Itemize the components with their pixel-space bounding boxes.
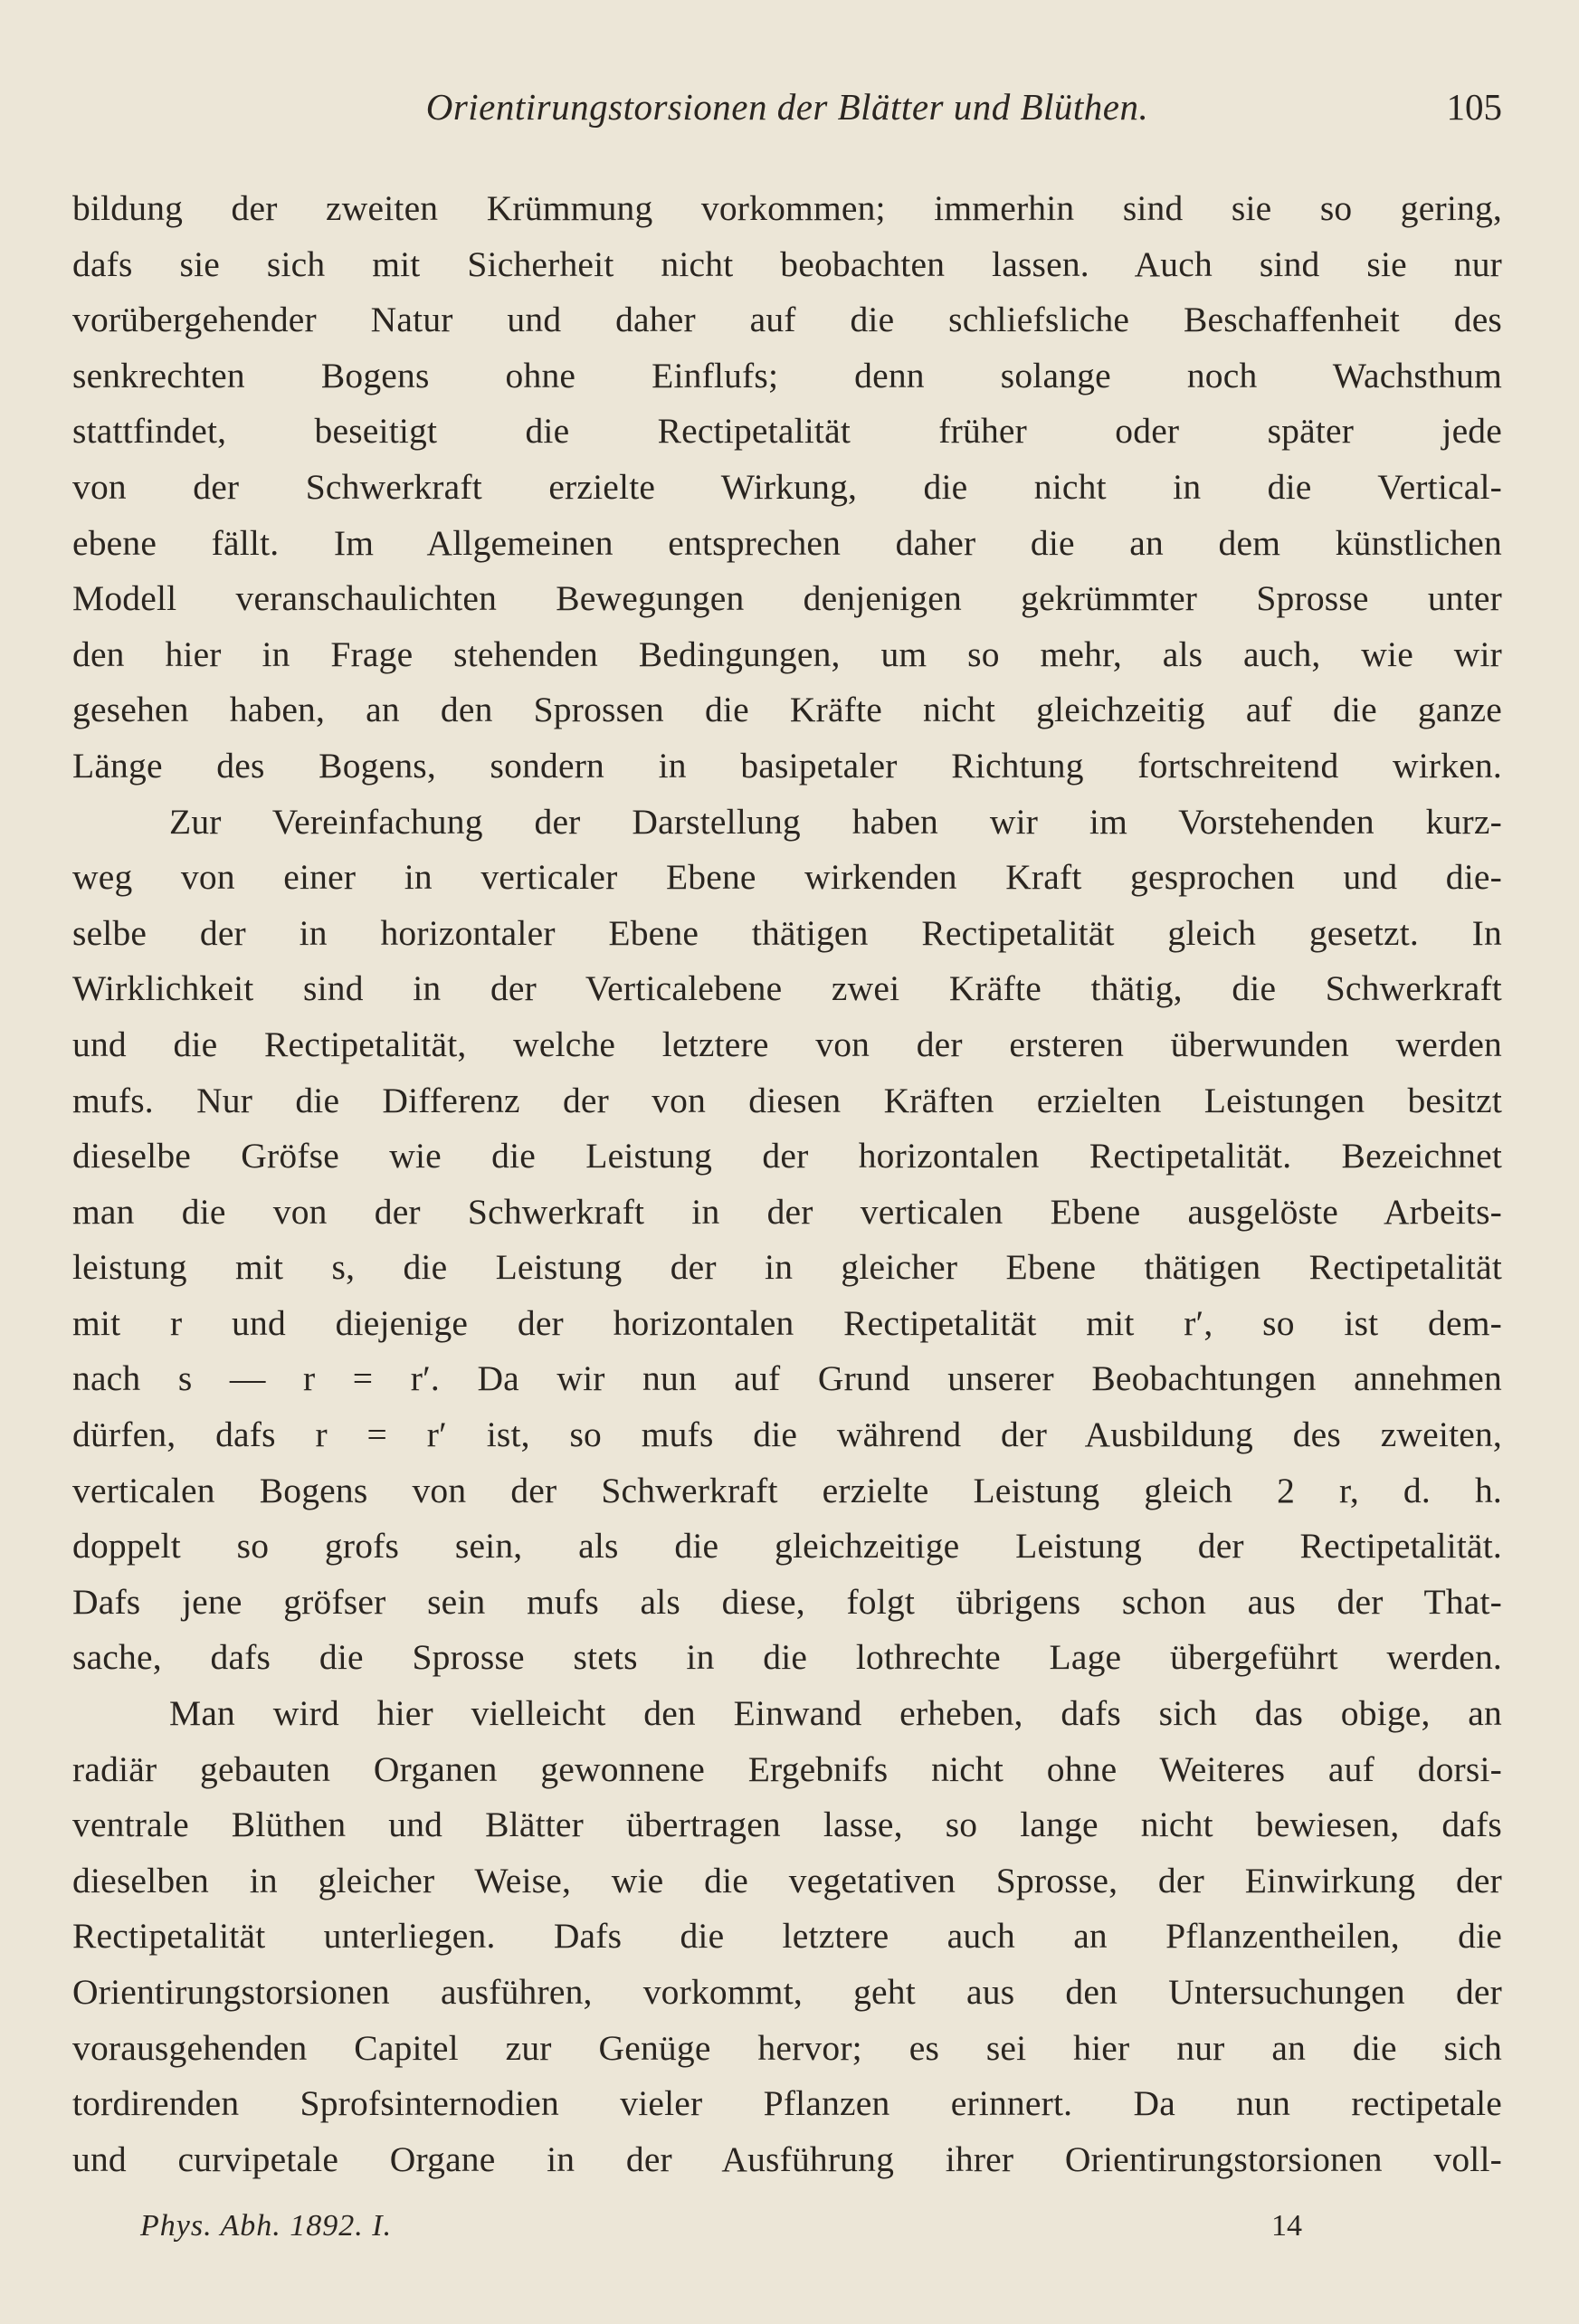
text-line: Man wird hier vielleicht den Einwand erheben, dafs sich das obige, an (169, 1693, 1502, 1734)
text-line: mufs. Nur die Differenz der von diesen Kräften erzielten Leistungen besitzt (72, 1080, 1502, 1120)
text-line: Dafs jene gröfser sein mufs als diese, folgt übrigens schon aus der That- (72, 1581, 1502, 1622)
text-line: bildung der zweiten Krümmung vorkommen; immerhin sind sie so gering, (72, 188, 1502, 228)
text-line: Wirklichkeit sind in der Verticalebene zwei Kräfte thätig, die Schwerkraft (72, 968, 1502, 1009)
text-line: und curvipetale Organe in der Ausführung ihrer Orientirungstorsionen voll- (72, 2138, 1502, 2179)
text-line: Orientirungstorsionen ausführen, vorkommt, geht aus den Untersuchungen der (72, 1972, 1502, 2012)
text-line: den hier in Frage stehenden Bedingungen, um so mehr, als auch, wie wir (72, 633, 1502, 674)
page-number: 105 (1446, 86, 1502, 128)
text-line: ebene fällt. Im Allgemeinen entsprechen daher die an dem künstlichen (72, 522, 1502, 563)
printer-signature: 14 (1271, 2209, 1302, 2243)
text-line: sache, dafs die Sprosse stets in die lothrechte Lage übergeführt werden. (72, 1637, 1502, 1678)
text-line: Modell veranschaulichten Bewegungen denjenigen gekrümmter Sprosse unter (72, 578, 1502, 619)
text-line: dieselbe Gröfse wie die Leistung der horizontalen Rectipetalität. Bezeichnet (72, 1136, 1502, 1176)
text-line: leistung mit s, die Leistung der in gleicher Ebene thätigen Rectipetalität (72, 1247, 1502, 1288)
body-text (72, 181, 1502, 2187)
text-line: tordirenden Sprofsinternodien vieler Pflanzen erinnert. Da nun rectipetale (72, 2083, 1502, 2124)
text-line: dieselben in gleicher Weise, wie die vegetativen Sprosse, der Einwirkung der (72, 1860, 1502, 1900)
running-head (72, 80, 1502, 134)
text-line: radiär gebauten Organen gewonnene Ergebnifs nicht ohne Weiteres auf dorsi- (72, 1748, 1502, 1789)
text-line: Zur Vereinfachung der Darstellung haben wir im Vorstehenden kurz- (169, 801, 1502, 842)
text-line: stattfindet, beseitigt die Rectipetalität früher oder später jede (72, 411, 1502, 452)
text-line: Länge des Bogens, sondern in basipetaler Richtung fortschreitend wirken. (72, 745, 1502, 786)
text-line: vorausgehenden Capitel zur Genüge hervor; es sei hier nur an die sich (72, 2027, 1502, 2068)
text-line: senkrechten Bogens ohne Einflufs; denn solange noch Wachsthum (72, 355, 1502, 395)
text-line: doppelt so grofs sein, als die gleichzeitige Leistung der Rectipetalität. (72, 1526, 1502, 1567)
text-line: ventrale Blüthen und Blätter übertragen lasse, so lange nicht bewiesen, dafs (72, 1805, 1502, 1845)
text-line: man die von der Schwerkraft in der verticalen Ebene ausgelöste Arbeits- (72, 1191, 1502, 1232)
text-line: verticalen Bogens von der Schwerkraft erzielte Leistung gleich 2 r, d. h. (72, 1470, 1502, 1510)
text-line: gesehen haben, an den Sprossen die Kräfte nicht gleichzeitig auf die ganze (72, 690, 1502, 730)
text-line: und die Rectipetalität, welche letztere von der ersteren überwunden werden (72, 1024, 1502, 1064)
text-line: nach s — r = r′. Da wir nun auf Grund unserer Beobachtungen annehmen (72, 1358, 1502, 1399)
text-line: vorübergehender Natur und daher auf die schliefsliche Beschaffenheit des (72, 300, 1502, 340)
running-title: Orientirungstorsionen der Blätter und Blüthen. (425, 86, 1149, 128)
page-footer (72, 2199, 1502, 2253)
text-line: selbe der in horizontaler Ebene thätigen Rectipetalität gleich gesetzt. In (72, 912, 1502, 953)
text-line: dafs sie sich mit Sicherheit nicht beobachten lassen. Auch sind sie nur (72, 243, 1502, 284)
journal-reference: Phys. Abh. 1892. I. (140, 2209, 393, 2243)
text-line: mit r und diejenige der horizontalen Rectipetalität mit r′, so ist dem- (72, 1302, 1502, 1343)
text-line: von der Schwerkraft erzielte Wirkung, die nicht in die Vertical- (72, 466, 1502, 507)
text-line: dürfen, dafs r = r′ ist, so mufs die während der Ausbildung des zweiten, (72, 1414, 1502, 1455)
text-line: weg von einer in verticaler Ebene wirkenden Kraft gesprochen und die- (72, 857, 1502, 898)
text-line: Rectipetalität unterliegen. Dafs die letztere auch an Pflanzentheilen, die (72, 1916, 1502, 1957)
